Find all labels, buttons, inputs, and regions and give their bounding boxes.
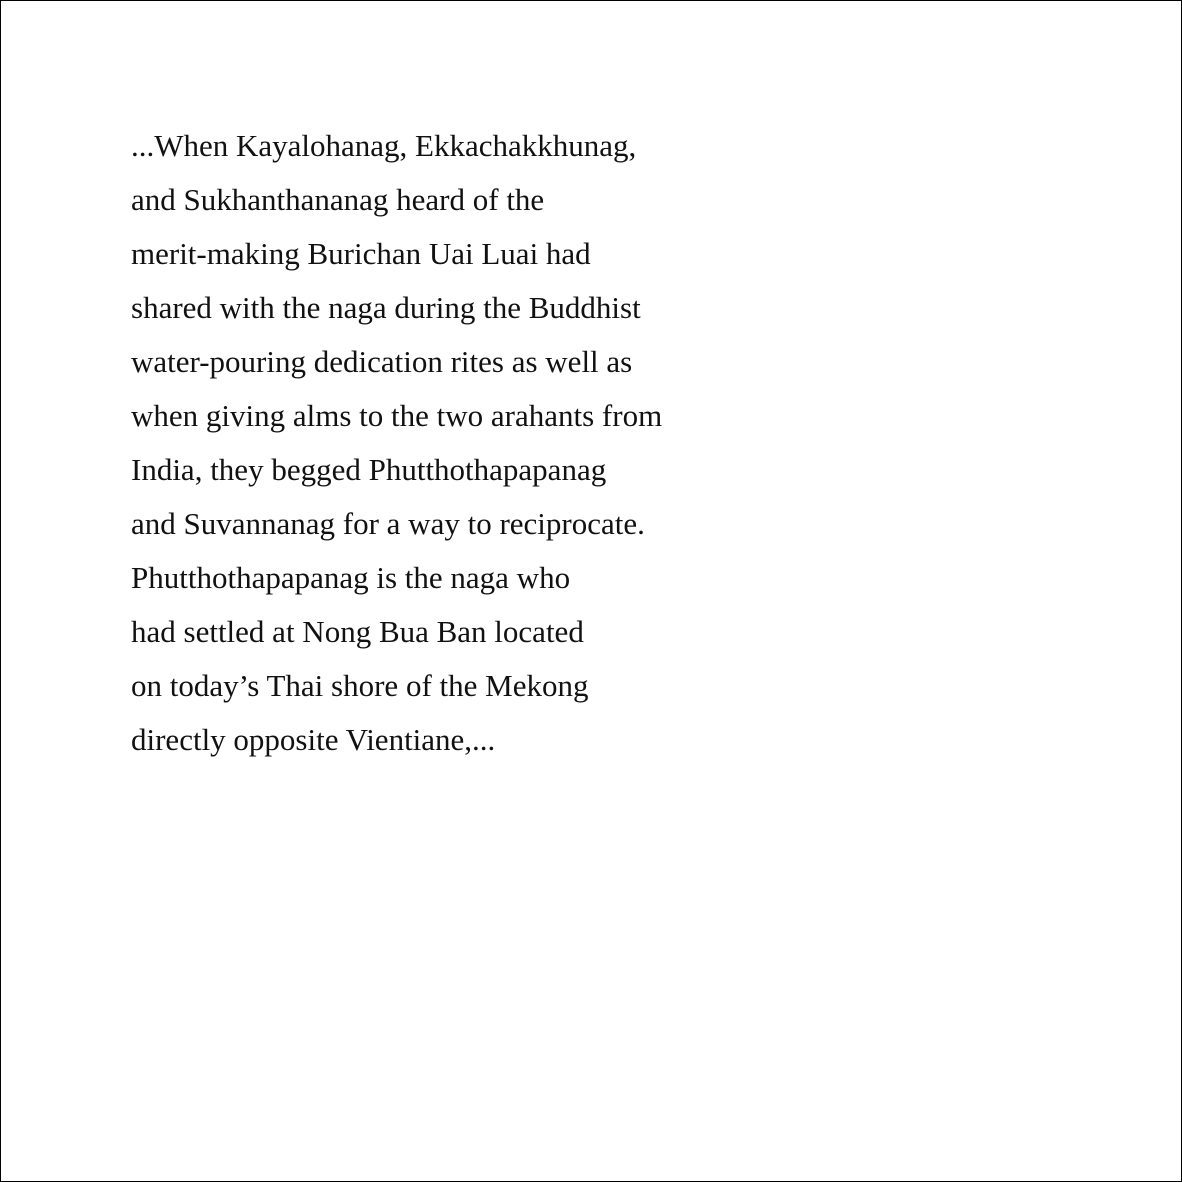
passage-line: ...When Kayalohanag, Ekkachakkhunag,	[131, 128, 637, 163]
passage-line: merit-making Burichan Uai Luai had	[131, 236, 591, 271]
text-passage	[131, 119, 831, 767]
passage-line: water-pouring dedication rites as well as	[131, 344, 633, 379]
passage-line: had settled at Nong Bua Ban located	[131, 614, 584, 649]
passage-line: Phutthothapapanag is the naga who	[131, 560, 571, 595]
passage-line: shared with the naga during the Buddhist	[131, 290, 641, 325]
passage-line: India, they begged Phutthothapapanag	[131, 452, 607, 487]
passage-line: and Sukhanthananag heard of the	[131, 182, 545, 217]
passage-line: directly opposite Vientiane,...	[131, 722, 496, 757]
passage-line: on today’s Thai shore of the Mekong	[131, 668, 589, 703]
passage-line: when giving alms to the two arahants from	[131, 398, 663, 433]
passage-line: and Suvannanag for a way to reciprocate.	[131, 506, 645, 541]
